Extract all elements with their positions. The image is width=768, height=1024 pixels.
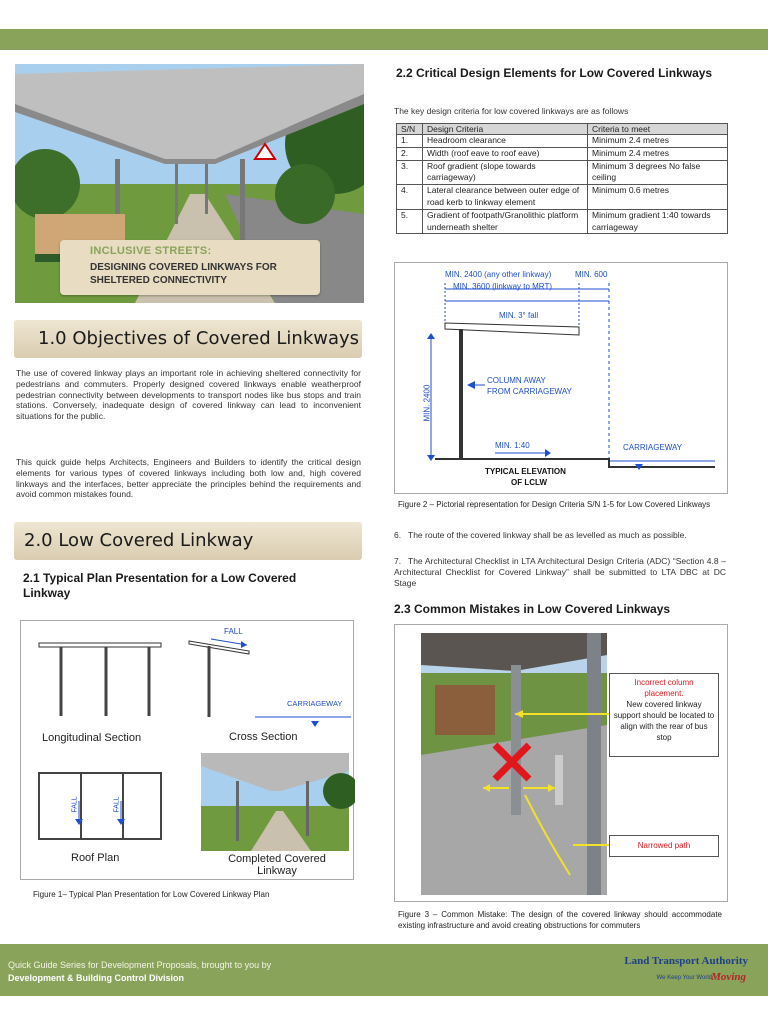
table-cell-criteria: Lateral clearance between outer edge of road kerb to linkway element	[423, 185, 588, 210]
lta-logo	[612, 953, 752, 989]
table-cell-meet: Minimum 3 degrees No false ceiling	[588, 160, 728, 185]
table-row	[397, 185, 728, 210]
lta-logo-text: Land Transport Authority	[624, 955, 748, 967]
top-band	[0, 29, 768, 50]
section1-para2: This quick guide helps Architects, Engineers and Builders to identify the critical design elements for various types of covered linkways including both low and, high covered linkways and the interfaces, better appreciate the principles behind the requirements and avoid common mistakes found.	[16, 457, 361, 500]
note-6-text: The route of the covered linkway shall be as levelled as much as possible.	[408, 530, 687, 540]
section1-heading: 1.0 Objectives of Covered Linkways	[38, 328, 360, 349]
table-cell-criteria: Headroom clearance	[423, 135, 588, 148]
table-cell-sn: 3.	[397, 160, 423, 185]
table-header-row	[397, 124, 728, 135]
fig2-min3fall: MIN. 3° fall	[499, 311, 539, 320]
table-header-criteria: Design Criteria	[423, 124, 588, 135]
note-6	[394, 530, 726, 541]
design-criteria-table	[396, 123, 728, 234]
table-cell-criteria: Roof gradient (slope towards carriageway)	[423, 160, 588, 185]
table-cell-sn: 1.	[397, 135, 423, 148]
narrowed-path-label: Narrowed path	[637, 841, 691, 850]
fig1-fall-top: FALL	[224, 627, 243, 636]
fig2-column-away-2: FROM CARRIAGEWAY	[487, 387, 572, 396]
lta-logo-moving: Moving	[711, 971, 746, 983]
section2-heading-bar	[14, 522, 362, 560]
subsection-2-2-heading: 2.2 Critical Design Elements for Low Covered Linkways	[396, 66, 713, 80]
figure3-bus-stop-photo	[395, 625, 729, 903]
table-cell-meet: Minimum 0.6 metres	[588, 185, 728, 210]
note-7-text: The Architectural Checklist in LTA Architectural Design Criteria (ADC) “Section 4.8 – Architectural Checklist for Covered Linkway” shall be submitted to LTA DBC at DC Stage	[394, 556, 726, 588]
table-cell-sn: 2.	[397, 147, 423, 160]
fig1-fall-plan-2: FALL	[113, 796, 121, 813]
table-cell-sn: 5.	[397, 209, 423, 234]
subsection-2-3-heading: 2.3 Common Mistakes in Low Covered Linkways	[394, 602, 671, 616]
table-row	[397, 209, 728, 234]
lta-logo-tag: We Keep Your World	[656, 975, 712, 981]
callout-incorrect-column	[609, 673, 719, 757]
table-cell-meet: Minimum 2.4 metres	[588, 147, 728, 160]
fig1-cross-label: Cross Section	[229, 731, 298, 743]
banner-line1: INCLUSIVE STREETS:	[90, 245, 212, 257]
table-cell-meet: Minimum gradient 1:40 towards carriageway	[588, 209, 728, 234]
fig1-completed-label: Completed Covered Linkway	[228, 853, 326, 877]
banner-line2: DESIGNING COVERED LINKWAYS FOR SHELTERED CONNECTIVITY	[90, 262, 277, 286]
note-7	[394, 556, 726, 588]
table-header-sn: S/N	[397, 124, 423, 135]
figure1-caption: Figure 1– Typical Plan Presentation for Low Covered Linkway Plan	[33, 890, 270, 899]
footer-band	[0, 944, 768, 996]
table-cell-criteria: Gradient of footpath/Granolithic platform underneath shelter	[423, 209, 588, 234]
fig2-min3600: MIN. 3600 (linkway to MRT)	[453, 282, 552, 291]
note-6-number: 6.	[394, 530, 402, 540]
fig2-typical-2: OF LCLW	[511, 478, 547, 487]
figure1-box	[20, 620, 354, 880]
table-cell-meet: Minimum 2.4 metres	[588, 135, 728, 148]
note-7-number: 7.	[394, 556, 402, 566]
fig1-longitudinal-label: Longitudinal Section	[42, 732, 142, 744]
hero-banner	[60, 240, 320, 295]
figure2-caption: Figure 2 – Pictorial representation for Design Criteria S/N 1-5 for Low Covered Linkways	[398, 500, 711, 509]
section1-heading-bar	[14, 320, 362, 358]
section1-para1: The use of covered linkway plays an important role in achieving sheltered connectivity for pedestrians and commuters. Properly designed covered linkways enable weatherproof pedestrian connectivity between developments to transport nodes like bus stops and train stations. Conversely, inadequate design of covered linkway can lead to inconvenient situations for the public.	[16, 368, 361, 422]
fig2-column-away-1: COLUMN AWAY	[487, 376, 546, 385]
figure2-box	[394, 262, 728, 494]
fig2-min600: MIN. 600	[575, 270, 608, 279]
figure3-caption: Figure 3 – Common Mistake: The design of the covered linkway should accommodate existing infrastructure and avoid creating obstructions for commuters	[398, 910, 722, 930]
fig2-carriageway: CARRIAGEWAY	[623, 443, 683, 452]
figure2-elevation-diagram	[395, 263, 729, 495]
hero-photo	[15, 64, 364, 303]
table-cell-sn: 4.	[397, 185, 423, 210]
fig1-carriageway: CARRIAGEWAY	[287, 699, 343, 708]
callout-body: New covered linkway support should be located to align with the rear of bus stop	[613, 700, 715, 742]
section2-heading: 2.0 Low Covered Linkway	[24, 530, 254, 551]
table-row	[397, 160, 728, 185]
fig2-min140: MIN. 1:40	[495, 441, 530, 450]
fig1-roof-plan-label: Roof Plan	[71, 852, 120, 864]
subsection-2-1-heading: 2.1 Typical Plan Presentation for a Low Covered Linkway	[23, 571, 297, 600]
figure1-diagrams	[21, 621, 355, 881]
fig1-fall-plan-1: FALL	[71, 796, 79, 813]
footer-line2: Development & Building Control Division	[8, 973, 185, 983]
fig2-min2400-vertical: MIN. 2400	[422, 384, 432, 422]
table-row	[397, 135, 728, 148]
figure3-box	[394, 624, 728, 902]
section22-intro: The key design criteria for low covered linkways are as follows	[394, 106, 629, 116]
footer-line1: Quick Guide Series for Development Proposals, brought to you by	[8, 960, 272, 970]
callout-narrowed-path	[609, 835, 719, 857]
fig2-min2400-other: MIN. 2400 (any other linkway)	[445, 270, 552, 279]
table-row	[397, 147, 728, 160]
table-cell-criteria: Width (roof eave to roof eave)	[423, 147, 588, 160]
callout-title: Incorrect column placement.	[634, 678, 694, 698]
table-header-meet: Criteria to meet	[588, 124, 728, 135]
fig2-typical-1: TYPICAL ELEVATION	[485, 467, 566, 476]
